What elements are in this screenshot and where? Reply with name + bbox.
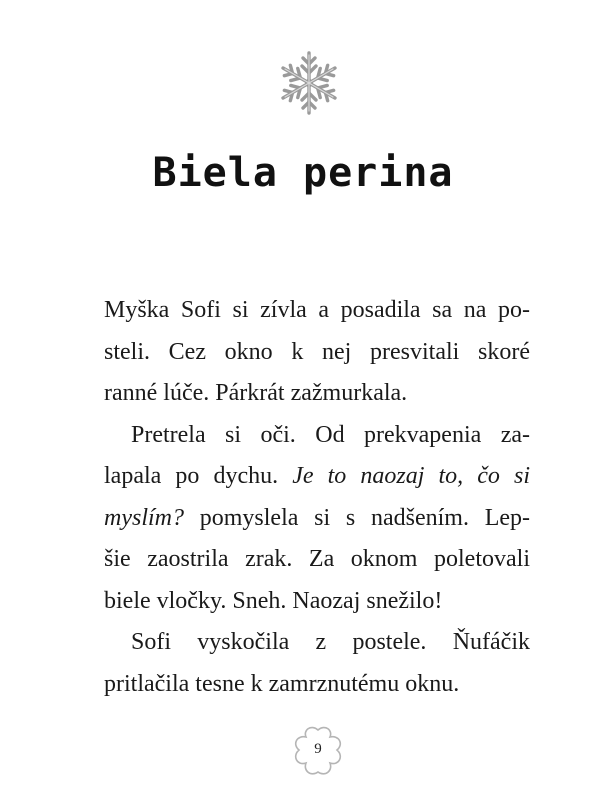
text-segment: pritlačila tesne k zamrznutému oknu. — [104, 670, 460, 697]
paragraph — [104, 290, 530, 415]
italic-text: myslím? — [104, 504, 184, 531]
text-segment: lapala po dychu. — [104, 463, 293, 489]
text-line — [104, 415, 530, 457]
text-line — [104, 290, 530, 332]
text-segment: šie zaostrila zrak. Za oknom poletovali — [104, 546, 530, 572]
text-line — [104, 581, 530, 623]
paragraph — [104, 415, 530, 623]
text-line — [104, 498, 530, 540]
text-segment: biele vločky. Sneh. Naozaj snežilo! — [104, 587, 443, 614]
chapter-title: Biela perina — [152, 150, 454, 196]
text-line — [104, 456, 530, 498]
italic-text: Je to naozaj to, čo si — [292, 463, 531, 489]
text-segment: steli. Cez okno k nej presvitali skoré — [104, 338, 530, 365]
text-segment: ranné lúče. Párkrát zažmurkala. — [104, 380, 408, 406]
chapter-body — [104, 290, 530, 705]
text-segment: pomyslela si s nadšením. Lep- — [184, 504, 530, 531]
text-line — [104, 373, 530, 415]
text-line — [104, 622, 530, 664]
page-number-badge — [287, 724, 349, 780]
snowflake-icon — [279, 45, 339, 121]
text-segment: Sofi vyskočila z postele. Ňufáčik — [131, 629, 530, 655]
text-line — [104, 332, 530, 374]
page-number: 9 — [314, 741, 322, 757]
text-segment: Myška Sofi si zívla a posadila sa na po- — [104, 297, 530, 323]
text-line — [104, 664, 530, 706]
paragraph — [104, 622, 530, 705]
text-line — [104, 539, 530, 581]
text-segment: Pretrela si oči. Od prekvapenia za- — [131, 421, 530, 448]
